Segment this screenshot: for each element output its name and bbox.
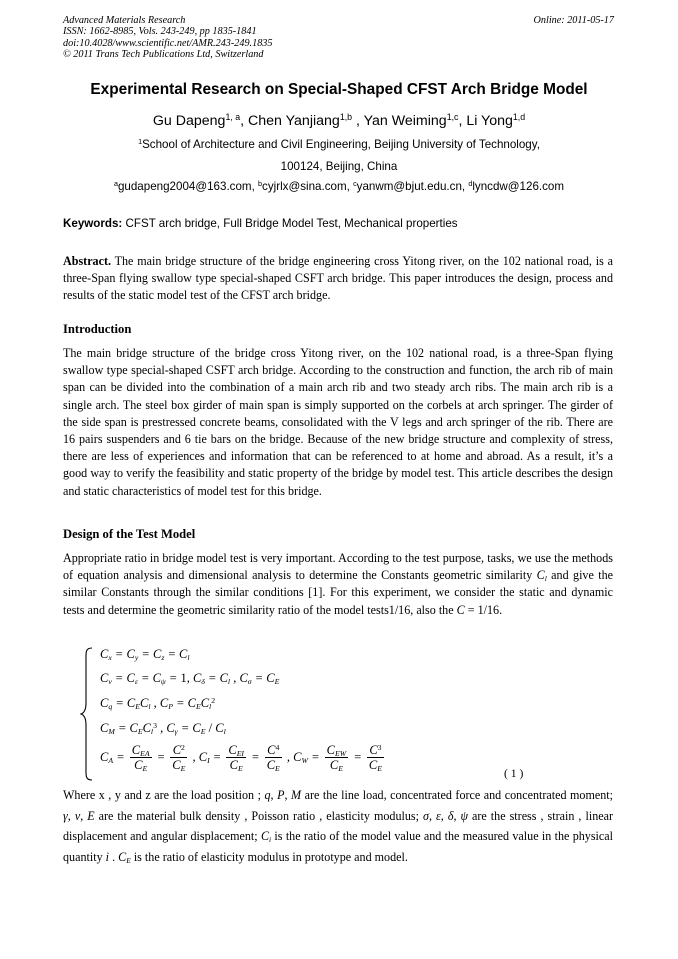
author-sup: 1,b xyxy=(339,112,353,123)
publication-header xyxy=(63,15,272,61)
left-brace xyxy=(80,647,94,781)
section-heading-introduction: Introduction xyxy=(63,322,132,336)
email-list: $^a$gudapeng2004@163.com, $^b$cyjrlx@sina.com, $^c$yanwm@bjut.edu.cn, $^d$lyncdw@126.com xyxy=(113,179,565,193)
affiliation-line-2: 100124, Beijing, China xyxy=(280,160,398,173)
paper-title: Experimental Research on Special-Shaped CFST Arch Bridge Model xyxy=(90,81,588,98)
author-name: Li Yong xyxy=(466,113,513,129)
author-sup: 1,c xyxy=(446,112,459,123)
equation-row: $C_A$ = $\frac{C_{EA}}{C_E}$ = $\frac{C^2}{C_E}$ , $C_I$ = $\frac{C_{EI}}{C_E}$ = $\frac{C^4}{C_E}$ , $C_W$ = $\frac{C_{EW}}{C_E}$ = $\frac{C^3}{C_E}$ xyxy=(100,742,382,773)
author-sup: 1,d xyxy=(512,112,526,123)
email-link[interactable]: gudapeng2004@163.com xyxy=(117,180,252,193)
similarity-equations xyxy=(78,645,618,785)
section-heading-design: Design of the Test Model xyxy=(63,527,196,541)
author-name: Yan Weiming xyxy=(363,113,447,129)
doi-line[interactable]: doi:10.4028/www.scientific.net/AMR.243-249.1835 xyxy=(63,37,273,49)
introduction-paragraph: The main bridge structure of the bridge cross Yitong river, on the 102 national road, is a three-Span flying swallow type special-shaped CSFT arch bridge. According to the construction and function, the arch rib of main span can be divided into the combination of a main arch rib and two steady arch ribs. The main arch rib is a single arch. The steel box girder of main span is simply supported on the corbels at arch springer. The girder of the side span is prestressed concrete beams, consolidated with the V legs and arch springer of the rib. There are 16 pairs suspenders and 6 tie bars on the bridge. Because of the new bridge structure and complexity of stress, there are less of experiences and information that can be referenced to at home and abroad. As a result, it’s a good way to verify the feasibility and static property of the bridge by model test. This article describes the design and static characteristics of model test for this bridge. xyxy=(63,346,613,498)
copyright-line: © 2011 Trans Tech Publications Ltd, Switzerland xyxy=(63,49,264,61)
email-link[interactable]: cyjrlx@sina.com xyxy=(262,180,347,193)
keywords-text: CFST arch bridge, Full Bridge Model Test, Mechanical properties xyxy=(125,217,458,230)
design-paragraph: Appropriate ratio in bridge model test is very important. According to the test purpose, tasks, we use the methods of equation analysis and dimensional analysis to determine the Constants geometric similarity $C_l$ and give the similar Constants through the similar conditions [1]. For this experiment, we consider the static and dynamic tests and determine the geometric similarity ratio of the model tests1/16, also the C = 1/16. xyxy=(63,551,613,617)
journal-name: Advanced Materials Research xyxy=(63,15,186,26)
equation-row: $C_M = C_EC_l^3$ , $C_\gamma = C_E / C_l$ xyxy=(100,720,226,736)
author-sup: 1, a xyxy=(225,112,241,123)
equation-row: $C_\nu = C_\varepsilon = C_\psi = 1$, $C_\delta = C_l$ , $C_\sigma = C_E$ xyxy=(100,671,280,686)
author-name: Gu Dapeng xyxy=(152,113,226,129)
author-list: Gu Dapeng$^{1, a}$, Chen Yanjiang$^{1,b}$ , Yan Weiming$^{1,c}$, Li Yong$^{1,d}$ xyxy=(152,112,526,129)
issn-line: ISSN: 1662-8985, Vols. 243-249, pp 1835-1841 xyxy=(63,26,257,38)
email-link[interactable]: lyncdw@126.com xyxy=(472,180,565,193)
abstract-text: The main bridge structure of the bridge engineering cross Yitong river, on the 102 national road, is a three-Span flying swallow type special-shaped CSFT arch bridge. This paper introduces the design, process and results of the static model test of the CFST arch bridge. xyxy=(63,254,613,303)
keywords xyxy=(63,217,458,230)
abstract-label: Abstract. xyxy=(63,254,112,268)
equation-row: $C_q = C_EC_l$ , $C_P = C_EC_l^2$ xyxy=(100,695,216,711)
equation-row: $C_x = C_y = C_z = C_l$ xyxy=(100,647,190,662)
equation-number: ( 1 ) xyxy=(504,767,524,780)
online-date: Online: 2011-05-17 xyxy=(533,15,614,26)
affiliation-sup: 1 xyxy=(138,137,143,147)
email-link[interactable]: yanwm@bjut.edu.cn xyxy=(356,180,462,193)
author-name: Chen Yanjiang xyxy=(248,113,340,129)
abstract xyxy=(63,253,613,305)
where-paragraph: Where x , y and z are the load position ; q, P, M are the line load, concentrated force and concentrated moment; γ, ν, E are the material bulk density , Poisson ratio , elasticity modulus; σ, ε, δ, ψ are the stress , strain , linear displacement and angular displacement; $C_i$ is the ratio of the model value and the measured value in the physical quantity i . $C_E$ is the ratio of elasticity modulus in prototype and model. xyxy=(63,788,614,865)
keywords-label: Keywords: xyxy=(63,217,123,230)
affiliation-line-1: $^1$School of Architecture and Civil Engineering, Beijing University of Technology, xyxy=(138,137,540,151)
